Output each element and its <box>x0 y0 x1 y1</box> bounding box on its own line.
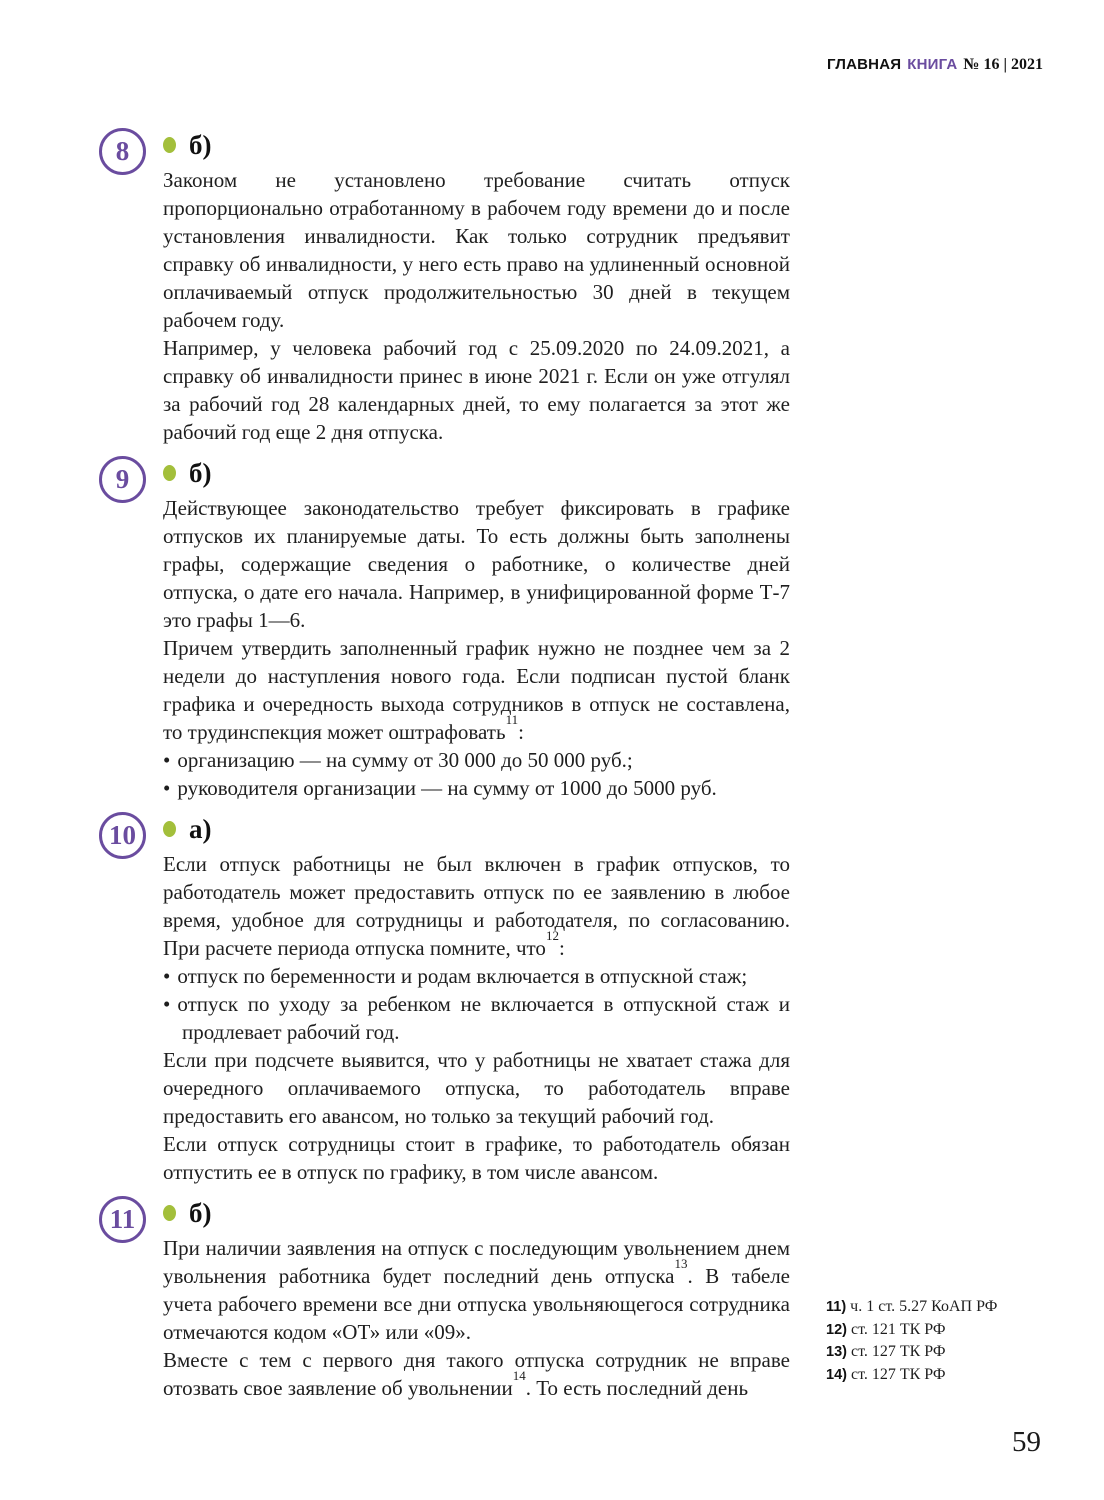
bullet-item <box>163 746 790 774</box>
page-number: 59 <box>1012 1426 1041 1458</box>
paragraph: Законом не установлено требование считать отпуск пропорционально отработанному в рабочем году времени до и после установления инвалидности. Как только сотрудник предъявит справку об инвалидности, у него есть право на удлиненный основной оплачиваемый отпуск продолжительностью 30 дней в текущем рабочем году. <box>163 168 790 332</box>
bullet-text: организацию — на сумму от 30 000 до 50 000 руб.; <box>177 748 633 772</box>
question-number: 8 <box>115 136 130 166</box>
answer-letter: а) <box>189 813 212 844</box>
question-number: 10 <box>109 820 136 850</box>
footnote-number: 14) <box>826 1367 847 1384</box>
paragraph-text: . То есть последний день <box>525 1376 749 1400</box>
bullet-item <box>163 990 790 1046</box>
footnotes-sidebar <box>826 1296 1086 1387</box>
footnote <box>826 1364 1086 1387</box>
answer-head <box>163 812 790 846</box>
bullet-text: отпуск по уходу за ребенком не включается в отпускной стаж и продлевает рабочий год. <box>177 992 790 1044</box>
bullet-text: отпуск по беременности и родам включается в отпускной стаж; <box>177 964 748 988</box>
footnote-text: ст. 127 ТК РФ <box>850 1366 946 1384</box>
footnote-ref: 14 <box>512 1368 526 1383</box>
question-number-badge <box>99 456 146 503</box>
paragraph: Действующее законодательство требует фиксировать в графике отпусков их планируемые даты. То есть должны быть заполнены графы, содержащие сведения о работнике, о количестве дней отпуска, о дате его начала. Например, в унифицированной форме Т-7 это графы 1—6. <box>163 496 790 632</box>
answer-content <box>163 128 790 446</box>
answer-content <box>163 812 790 1186</box>
question-number: 11 <box>109 1204 136 1234</box>
footnote <box>826 1341 1086 1364</box>
answer-letter: б) <box>189 129 212 160</box>
answer-section-10 <box>99 812 790 1186</box>
answer-bullet-icon <box>163 137 176 153</box>
answer-bullet-icon <box>163 1205 176 1221</box>
footnote-text: ст. 121 ТК РФ <box>850 1320 946 1338</box>
question-number: 9 <box>115 464 130 494</box>
bullet-item <box>163 774 790 802</box>
paragraph-text: При наличии заявления на отпуск с последующим увольнением днем увольнения работника будет последний день отпуска <box>163 1236 790 1288</box>
paragraph-text: Причем утвердить заполненный график нужно не позднее чем за 2 недели до наступления нового года. Если подписан пустой бланк графика и очередность выхода сотрудников в отпуск не составлена, то трудинспекция может оштрафовать <box>163 636 790 744</box>
answer-letter: б) <box>189 457 212 488</box>
bullet-marker-icon: • <box>163 964 171 988</box>
question-number-badge <box>99 812 146 859</box>
paragraph-text: : <box>518 720 524 744</box>
brand-kniga: КНИГА <box>907 56 958 73</box>
question-number-badge <box>99 1196 146 1243</box>
paragraph: Если отпуск сотрудницы стоит в графике, то работодатель обязан отпустить ее в отпуск по графику, в том числе авансом. <box>163 1132 790 1184</box>
paragraph-text: . В табеле учета рабочего времени все дни отпуска увольняющегося сотрудника отмечаются кодом «ОТ» или «09». <box>163 1264 790 1344</box>
bullet-text: руководителя организации — на сумму от 1000 до 5000 руб. <box>177 776 717 800</box>
footnote-number: 13) <box>826 1344 847 1361</box>
footnote <box>826 1319 1086 1342</box>
paragraph <box>163 850 790 962</box>
paragraph-text: Если отпуск работницы не был включен в график отпусков, то работодатель может предоставить отпуск по ее заявлению в любое время, удобное для сотрудницы и работодателя, по согласованию. При расчете периода отпуска помните, что <box>163 852 790 960</box>
answer-letter: б) <box>189 1197 212 1228</box>
paragraph-text: Вместе с тем с первого дня такого отпуска сотрудник не вправе отозвать свое заявление об увольнении <box>163 1348 790 1400</box>
answer-bullet-icon <box>163 821 176 837</box>
bullet-item <box>163 962 790 990</box>
footnote-text: ст. 127 ТК РФ <box>850 1343 946 1361</box>
paragraph <box>163 1346 790 1402</box>
issue-number: № 16 | 2021 <box>963 56 1043 73</box>
paragraph <box>163 634 790 746</box>
paragraph: Например, у человека рабочий год с 25.09.2020 по 24.09.2021, а справку об инвалидности принес в июне 2021 г. Если он уже отгулял за рабочий год 28 календарных дней, то ему полагается за этот же рабочий год еще 2 дня отпуска. <box>163 336 790 444</box>
paragraph: Если при подсчете выявится, что у работницы не хватает стажа для очередного оплачиваемого отпуска, то работодатель вправе предоставить его авансом, но только за текущий рабочий год. <box>163 1048 790 1128</box>
bullet-marker-icon: • <box>163 992 171 1016</box>
answer-content <box>163 456 790 802</box>
answer-head <box>163 1196 790 1230</box>
answer-section-9 <box>99 456 790 802</box>
brand-glavnaya: ГЛАВНАЯ <box>827 56 902 73</box>
answer-section-8 <box>99 128 790 446</box>
footnote <box>826 1296 1086 1319</box>
answer-head <box>163 456 790 490</box>
footnote-number: 11) <box>826 1299 847 1315</box>
paragraph <box>163 1234 790 1346</box>
bullet-marker-icon: • <box>163 748 171 772</box>
footnote-ref: 12 <box>545 928 559 943</box>
question-number-badge <box>99 128 146 175</box>
answer-section-11 <box>99 1196 790 1402</box>
footnote-ref: 11 <box>505 712 519 727</box>
footnote-number: 12) <box>826 1321 847 1338</box>
bullet-list <box>163 962 790 1046</box>
paragraph-text: : <box>558 936 565 960</box>
bullet-list <box>163 746 790 802</box>
footnote-ref: 13 <box>674 1256 688 1271</box>
answer-bullet-icon <box>163 465 176 481</box>
page-header <box>827 56 1043 74</box>
answer-head <box>163 128 790 162</box>
footnote-text: ч. 1 ст. 5.27 КоАП РФ <box>850 1298 998 1315</box>
bullet-marker-icon: • <box>163 776 171 800</box>
main-column <box>99 128 790 1412</box>
answer-content <box>163 1196 790 1402</box>
